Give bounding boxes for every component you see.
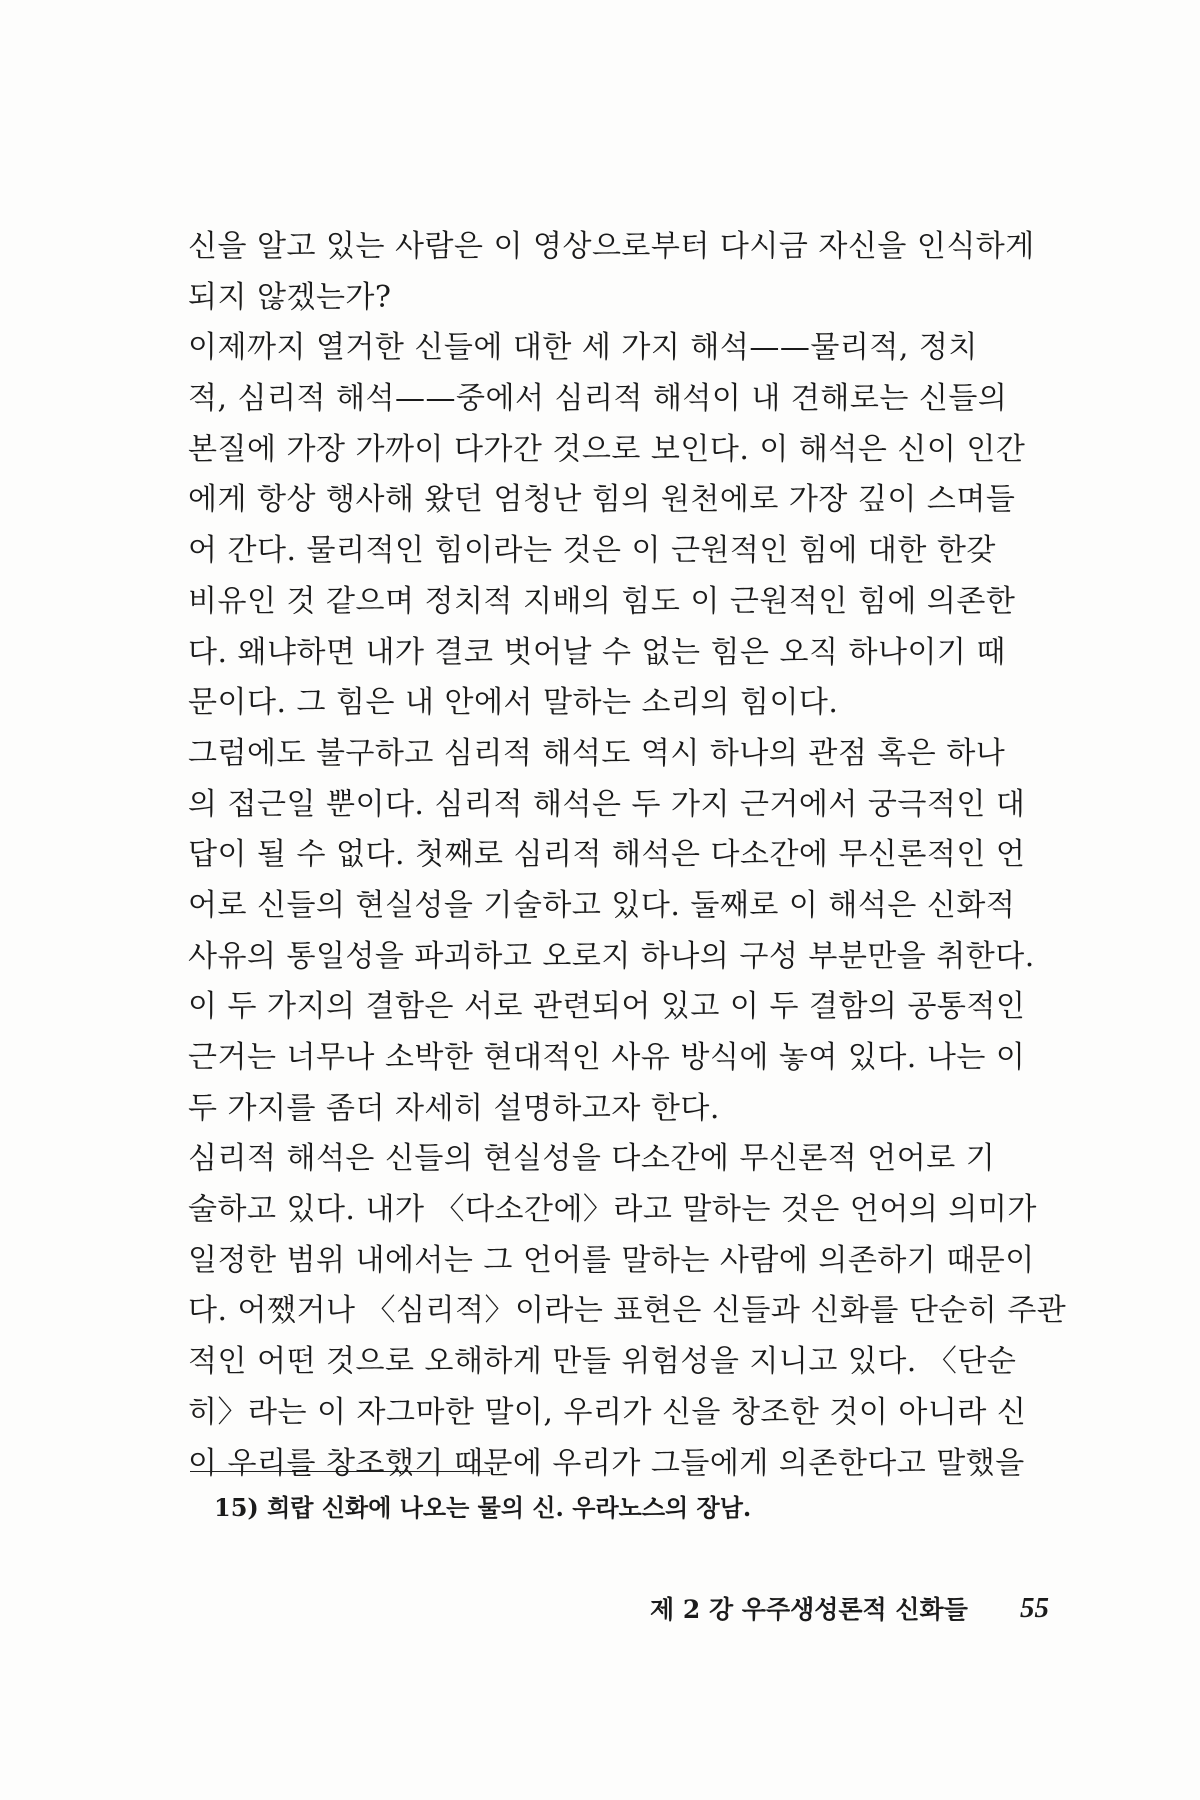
text-line: 비유인 것 같으며 정치적 지배의 힘도 이 근원적인 힘에 의존한: [188, 583, 1016, 619]
text-line: 술하고 있다. 내가 〈다소간에〉라고 말하는 것은 언어의 의미가: [188, 1192, 1037, 1228]
text-line: 의 접근일 뿐이다. 심리적 해석은 두 가지 근거에서 궁극적인 대: [188, 786, 1026, 822]
text-line: 어로 신들의 현실성을 기술하고 있다. 둘째로 이 해석은 신화적: [188, 887, 1016, 923]
text-line: 이 두 가지의 결함은 서로 관련되어 있고 이 두 결함의 공통적인: [188, 989, 1026, 1025]
body-text: [188, 222, 1068, 1489]
text-line: 에게 항상 행사해 왔던 엄청난 힘의 원천에로 가장 깊이 스며들: [188, 482, 1016, 518]
text-line: 그럼에도 불구하고 심리적 해석도 역시 하나의 관점 혹은 하나: [188, 735, 1006, 771]
footnote: 15) 희랍 신화에 나오는 물의 신. 우라노스의 장남.: [214, 1493, 752, 1522]
text-line: 일정한 범위 내에서는 그 언어를 말하는 사람에 의존하기 때문이: [188, 1242, 1035, 1278]
text-line: 두 가지를 좀더 자세히 설명하고자 한다.: [188, 1090, 720, 1126]
footnote-divider: [190, 1471, 490, 1472]
running-footer-title: 제 2 강 우주생성론적 신화들: [650, 1595, 968, 1624]
text-line: 어 간다. 물리적인 힘이라는 것은 이 근원적인 힘에 대한 한갖: [188, 533, 996, 569]
text-line: 근거는 너무나 소박한 현대적인 사유 방식에 놓여 있다. 나는 이: [188, 1040, 1026, 1075]
text-line: 적인 어떤 것으로 오해하게 만들 위험성을 지니고 있다. 〈단순: [188, 1344, 1017, 1380]
text-line: 이 우리를 창조했기 때문에 우리가 그들에게 의존한다고 말했을: [188, 1445, 1025, 1481]
text-line: 심리적 해석은 신들의 현실성을 다소간에 무신론적 언어로 기: [188, 1141, 996, 1177]
text-line: 사유의 통일성을 파괴하고 오로지 하나의 구성 부분만을 취한다.: [188, 938, 1035, 974]
text-line: 히〉라는 이 자그마한 말이, 우리가 신을 창조한 것이 아니라 신: [188, 1394, 1027, 1430]
text-line: 다. 왜냐하면 내가 결코 벗어날 수 없는 힘은 오직 하나이기 때: [188, 634, 1006, 670]
text-line: 문이다. 그 힘은 내 안에서 말하는 소리의 힘이다.: [188, 685, 839, 721]
text-line: 되지 않겠는가?: [188, 279, 392, 315]
text-line: 이제까지 열거한 신들에 대한 세 가지 해석——물리적, 정치: [188, 330, 978, 366]
page-number: 55: [1020, 1592, 1049, 1624]
text-line: 답이 될 수 없다. 첫째로 심리적 해석은 다소간에 무신론적인 언: [188, 837, 1026, 873]
text-line: 본질에 가장 가까이 다가간 것으로 보인다. 이 해석은 신이 인간: [188, 431, 1026, 467]
text-line: 신을 알고 있는 사람은 이 영상으로부터 다시금 자신을 인식하게: [188, 229, 1035, 264]
text-line: 다. 어쨌거나 〈심리적〉이라는 표현은 신들과 신화를 단순히 주관: [188, 1293, 1067, 1329]
text-line: 적, 심리적 해석——중에서 심리적 해석이 내 견해로는 신들의: [188, 381, 1008, 417]
